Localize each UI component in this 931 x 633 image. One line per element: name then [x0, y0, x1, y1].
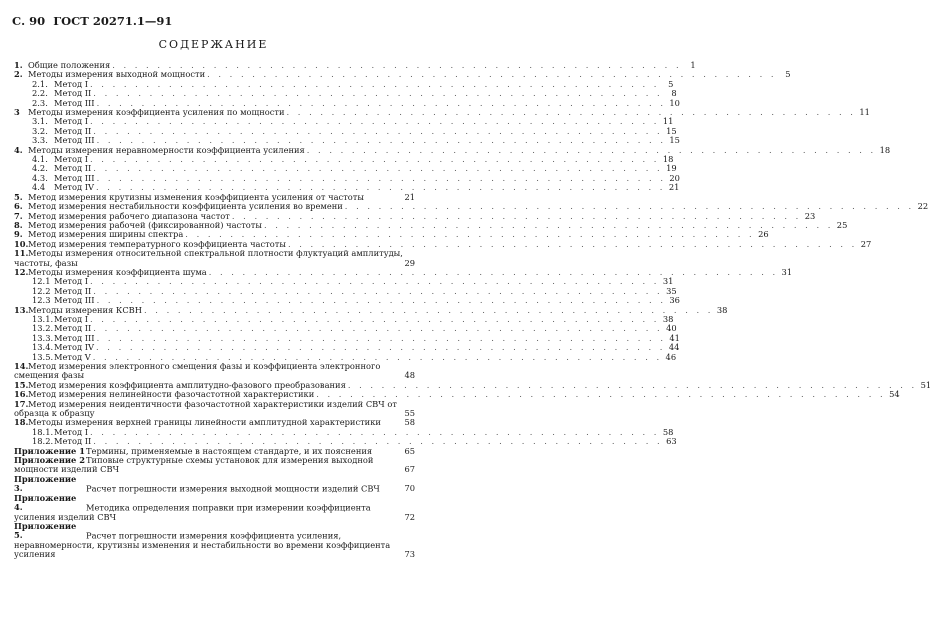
- toc-entry-page: 51: [920, 379, 931, 390]
- toc-entry-number: 13.1.: [32, 313, 54, 324]
- toc-entry-page: 44: [668, 342, 680, 353]
- toc-entry-page: 54: [889, 389, 900, 400]
- toc-entry-text: Метод II: [54, 88, 92, 99]
- toc-entry-text: Метод II: [54, 163, 92, 174]
- toc-entry-page: 70: [404, 483, 415, 494]
- standard-code: ГОСТ 20271.1—91: [53, 14, 173, 28]
- toc-entry-text: Метод измерения крутизны изменения коэффициента усиления от частоты: [28, 191, 364, 202]
- toc-entry-text: Метод II: [54, 436, 92, 447]
- toc-entry-text: Метод I: [54, 78, 89, 89]
- dot-leader: . . . . . . . . . . . . . . . . . . . . . . . . . . . . . . . . . . . . . . . . . . . . . . . . . . .: [287, 238, 858, 249]
- toc-entry-text: Метод I: [54, 116, 89, 127]
- toc-entry-number: 16.: [14, 389, 29, 400]
- dot-leader: . . . . . . . . . . . . . . . . . . . . . . . . . . . . . . . . . . . . . . . . . . . . . . . . . . .: [93, 125, 663, 136]
- toc-entry-number: 6.: [14, 201, 23, 212]
- dot-leader: . . . . . . . . . . . . . . . . . . . . . . . . . . . . . . . . . . . . . . . . . . . . . . . . . . .: [90, 154, 660, 165]
- toc-entry-page: 65: [404, 445, 415, 456]
- toc-entry-text: Методы измерения коэффициента усиления по мощности: [28, 107, 285, 118]
- toc-entry-text: Методы измерения коэффициента шума: [28, 266, 207, 277]
- toc-entry-page: 15: [666, 125, 677, 136]
- toc-entry-page: 5: [785, 69, 791, 80]
- dot-leader: . . . . . . . . . . . . . . . . . . . . . . . . . . . . . . . . . . . . . . . . . . . . . . . . . . .: [93, 436, 663, 447]
- toc-entry-text: Метод II: [54, 285, 92, 296]
- toc-entry-number: 2.3.: [32, 97, 48, 108]
- dot-leader: . . . . . . . . . . . . . . . . . . . . . . . . . . . . . . . . . . . . . . . . . . . . . . . . . . .: [96, 342, 666, 353]
- toc-entry-text: Метод III: [54, 332, 95, 343]
- toc-entry-page: 20: [669, 172, 680, 183]
- toc-entry-text: Метод I: [54, 313, 89, 324]
- dot-leader: . . . . . . . . . . . . . . . . . . . . . . . . . . . . . . . . . . . . . . . . . . . . . . . . . . .: [93, 285, 663, 296]
- dot-leader: . . . . . . . . . . . . . . . . . . . . . . . . . . . . . . . . . . . . . . . . . . . . . . . . . . .: [306, 144, 877, 155]
- toc-entry-page: 35: [666, 285, 677, 296]
- dot-leader: . . . . . . . . . . . . . . . . . . . . . . . . . . . . . . . . . . . . . . . . . . . . . . . . . . .: [207, 69, 777, 80]
- toc-entry-number: 5.: [14, 191, 23, 202]
- toc-entry-text: Метод измерения ширины спектра: [28, 229, 184, 240]
- toc-entry-page: 31: [781, 266, 793, 277]
- toc-entry-text: Метод измерения неидентичности фазочастотной характеристики изделий СВЧ от образца к образцу: [14, 398, 397, 419]
- toc-entry-number: Приложение 4.: [14, 492, 77, 513]
- toc-entry-number: Приложение 5.: [14, 520, 77, 541]
- dot-leader: . . . . . . . . . . . . . . . . . . . . . . . . . . . . . . . . . . . . . . . . . . . . . . . . . . .: [93, 88, 663, 99]
- toc-entry-number: 11.: [14, 248, 29, 259]
- toc-entry-text: Методы измерения верхней границы линейности амплитудной характеристики: [28, 417, 381, 428]
- toc-entry-page: 38: [716, 304, 728, 315]
- toc-entry-number: 8.: [14, 219, 23, 230]
- toc-entry-number: 13.5.: [32, 351, 54, 362]
- toc-entry-page: 31: [662, 276, 674, 287]
- toc-entry-text: Метод III: [54, 135, 95, 146]
- toc-entry-text: Метод I: [54, 276, 89, 287]
- toc-entry-text: Метод IV: [54, 182, 95, 193]
- toc-entry-text: Методика определения поправки при измерении коэффициента усиления изделий СВЧ: [14, 502, 371, 522]
- toc-entry: [14, 522, 415, 560]
- toc-entry-page: 21: [668, 182, 680, 193]
- page-title: СОДЕРЖАНИЕ: [158, 38, 269, 51]
- toc-entry-number: 18.1.: [32, 426, 54, 437]
- dot-leader: . . . . . . . . . . . . . . . . . . . . . . . . . . . . . . . . . . . . . . . . . . . . . . . . . . .: [96, 172, 666, 183]
- page-header: [12, 14, 172, 28]
- toc-entry-number: 9.: [14, 229, 23, 240]
- dot-leader: . . . . . . . . . . . . . . . . . . . . . . . . . . . . . . . . . . . . . . . . . . . . . . . . . . .: [96, 182, 666, 193]
- dot-leader: . . . . . . . . . . . . . . . . . . . . . . . . . . . . . . . . . . . . . . . . . . . . . . . . . . .: [344, 201, 915, 212]
- toc-entry: [14, 249, 415, 268]
- toc-entry-number: 18.: [14, 417, 29, 428]
- toc-entry-text: Методы измерения неравномерности коэффициента усиления: [28, 144, 305, 155]
- toc-entry-page: 63: [666, 436, 677, 447]
- toc-entry-page: 18: [662, 154, 674, 165]
- toc-entry-number: 3: [14, 107, 20, 118]
- dot-leader: . . . . . . . . . . . . . . . . . . . . . . . . . . . . . . . . . . . . . . . . . . . . . . . . . . .: [90, 276, 660, 287]
- toc-entry-page: 46: [665, 351, 677, 362]
- toc-entry-page: 58: [662, 426, 674, 437]
- toc-entry-number: 12.: [14, 266, 29, 277]
- toc-entry-text: Расчет погрешности измерения выходной мощности изделий СВЧ: [86, 483, 380, 494]
- toc-entry-page: 8: [671, 88, 677, 99]
- toc-entry-lead: [14, 249, 403, 268]
- dot-leader: . . . . . . . . . . . . . . . . . . . . . . . . . . . . . . . . . . . . . . . . . . . . . . . . . . .: [96, 97, 666, 108]
- toc-entry-lead: [14, 456, 403, 475]
- dot-leader: . . . . . . . . . . . . . . . . . . . . . . . . . . . . . . . . . . . . . . . . . . . . . . . . . . .: [112, 60, 682, 70]
- dot-leader: . . . . . . . . . . . . . . . . . . . . . . . . . . . . . . . . . . . . . . . . . . . . . . . . . . .: [316, 389, 886, 400]
- dot-leader: . . . . . . . . . . . . . . . . . . . . . . . . . . . . . . . . . . . . . . . . . . . . . . . . . . .: [90, 426, 660, 437]
- toc-entry-text: Метод II: [54, 323, 92, 334]
- toc-entry-number: 4.1.: [32, 154, 48, 165]
- toc-entry-text: Общие положения: [28, 60, 111, 70]
- dot-leader: . . . . . . . . . . . . . . . . . . . . . . . . . . . . . . . . . . . . . . . . . . . . . . . . . . .: [208, 266, 779, 277]
- toc-entry-page: 23: [804, 210, 816, 221]
- toc-entry-number: 10.: [14, 238, 29, 249]
- toc-entry-lead: [14, 494, 403, 522]
- toc-entry-number: 2.1.: [32, 78, 48, 89]
- toc-entry-number: 14.: [14, 361, 29, 371]
- toc-entry-text: Метод измерения рабочего диапазона частот: [28, 210, 230, 221]
- dot-leader: . . . . . . . . . . . . . . . . . . . . . . . . . . . . . . . . . . . . . . . . . . . . . . . . . . .: [90, 313, 660, 324]
- toc-entry-text: Метод измерения нелинейности фазочастотной характеристики: [28, 389, 315, 400]
- toc-entry-text: Методы измерения КСВН: [28, 304, 143, 315]
- toc-entry-page: 1: [690, 60, 696, 70]
- dot-leader: . . . . . . . . . . . . . . . . . . . . . . . . . . . . . . . . . . . . . . . . . . . . . . . . . . .: [96, 135, 666, 146]
- toc-entry-page: 22: [917, 201, 929, 212]
- toc-entry-page: 19: [666, 163, 677, 174]
- toc-entry-text: Метод IV: [54, 342, 95, 353]
- toc-entry-number: 3.3.: [32, 135, 48, 146]
- toc-entry-text: Метод II: [54, 125, 92, 136]
- toc-entry-number: 4.4: [32, 182, 46, 193]
- toc-entry-text: Типовые структурные схемы установок для измерения выходной мощности изделий СВЧ: [14, 455, 374, 475]
- toc-entry-page: 40: [666, 323, 677, 334]
- dot-leader: . . . . . . . . . . . . . . . . . . . . . . . . . . . . . . . . . . . . . . . . . . . . . . . . . . .: [144, 304, 714, 315]
- toc-entry-text: Метод измерения нестабильности коэффициента усиления во времени: [28, 201, 343, 212]
- toc-entry-page: 10: [669, 97, 680, 108]
- toc-entry-lead: [14, 522, 403, 560]
- toc-entry: [14, 475, 415, 494]
- dot-leader: . . . . . . . . . . . . . . . . . . . . . . . . . . . . . . . . . . . . . . . . . . . . . . . . . . .: [263, 219, 834, 230]
- toc-entry-text: Метод измерения рабочей (фиксированной) частоты: [28, 219, 262, 230]
- toc-entry-page: 11: [859, 107, 870, 118]
- toc-entry-page: 25: [836, 219, 848, 230]
- toc-entry-page: 48: [404, 370, 415, 381]
- toc-entry-number: 12.2: [32, 285, 51, 296]
- toc-entry-number: 4.: [14, 144, 23, 155]
- dot-leader: . . . . . . . . . . . . . . . . . . . . . . . . . . . . . . . . . . . . . . . . . . . . . . . . . . .: [90, 78, 660, 89]
- dot-leader: . . . . . . . . . . . . . . . . . . . . . . . . . . . . . . . . . . . . . . . . . . . . . . . . . . .: [347, 379, 918, 390]
- dot-leader: . . . . . . . . . . . . . . . . . . . . . . . . . . . . . . . . . . . . . . . . . . . . . . . . . . .: [96, 295, 666, 306]
- toc-entry-page: 18: [879, 144, 891, 155]
- page-number: С. 90: [12, 14, 46, 28]
- toc-entry-lead: [14, 400, 403, 419]
- toc-entry-page: 11: [662, 116, 674, 127]
- toc-entry: [14, 494, 415, 522]
- table-of-contents: [14, 60, 931, 560]
- toc-entry-number: 3.2.: [32, 125, 48, 136]
- toc-entry-number: Приложение 3.: [14, 473, 77, 494]
- toc-entry-page: 21: [404, 191, 415, 202]
- toc-entry-number: Приложение 2: [14, 455, 85, 466]
- toc-entry-number: 17.: [14, 398, 29, 409]
- toc-entry-page: 58: [404, 417, 415, 428]
- toc-entry-number: 12.1: [32, 276, 51, 287]
- toc-entry-text: Метод III: [54, 97, 95, 108]
- toc-entry-text: Метод измерения электронного смещения фазы и коэффициента электронного смещения фазы: [14, 361, 381, 381]
- toc-entry-number: 2.: [14, 69, 23, 80]
- toc-entry-number: 13.2.: [32, 323, 54, 334]
- toc-entry-number: 4.2.: [32, 163, 48, 174]
- toc-entry-number: 13.3.: [32, 332, 54, 343]
- toc-entry-number: 12.3: [32, 295, 51, 306]
- toc-entry-number: 15.: [14, 379, 29, 390]
- toc-entry-number: 1.: [14, 60, 23, 70]
- toc-entry-text: Метод V: [54, 351, 91, 362]
- toc-entry-page: 73: [404, 549, 415, 560]
- toc-entry-text: Методы измерения выходной мощности: [28, 69, 206, 80]
- toc-entry-page: 5: [668, 78, 674, 89]
- toc-entry-number: 4.3.: [32, 172, 48, 183]
- toc-entry: [14, 456, 415, 475]
- dot-leader: . . . . . . . . . . . . . . . . . . . . . . . . . . . . . . . . . . . . . . . . . . . . . . . . . . .: [93, 323, 663, 334]
- toc-entry-page: 38: [662, 313, 674, 324]
- toc-entry-page: 15: [669, 135, 680, 146]
- toc-entry-lead: [14, 475, 403, 494]
- dot-leader: . . . . . . . . . . . . . . . . . . . . . . . . . . . . . . . . . . . . . . . . . . . . . . . . . . .: [90, 116, 660, 127]
- toc-entry-number: 7.: [14, 210, 23, 221]
- dot-leader: . . . . . . . . . . . . . . . . . . . . . . . . . . . . . . . . . . . . . . . . . . . . . . . . . . .: [286, 107, 856, 118]
- toc-entry: [14, 362, 415, 381]
- toc-entry-text: Метод измерения температурного коэффициента частоты: [28, 238, 286, 249]
- dot-leader: . . . . . . . . . . . . . . . . . . . . . . . . . . . . . . . . . . . . . . . . . . . . . . . . . . .: [231, 210, 802, 221]
- toc-entry-text: Методы измерения относительной спектральной плотности флуктуаций амплитуды, частоты, фазы: [14, 248, 403, 268]
- toc-entry-page: 27: [860, 238, 872, 249]
- toc-entry-number: 3.1.: [32, 116, 48, 127]
- toc-entry-page: 29: [404, 257, 415, 268]
- dot-leader: . . . . . . . . . . . . . . . . . . . . . . . . . . . . . . . . . . . . . . . . . . . . . . . . . . .: [96, 332, 666, 343]
- toc-entry-page: 36: [669, 295, 680, 306]
- dot-leader: . . . . . . . . . . . . . . . . . . . . . . . . . . . . . . . . . . . . . . . . . . . . . . . . . . .: [185, 229, 755, 240]
- toc-entry-page: 72: [404, 511, 415, 522]
- toc-entry-text: Термины, применяемые в настоящем стандарте, и их пояснения: [86, 445, 373, 456]
- toc-entry-page: 55: [404, 408, 415, 419]
- dot-leader: . . . . . . . . . . . . . . . . . . . . . . . . . . . . . . . . . . . . . . . . . . . . . . . . . . .: [93, 163, 663, 174]
- toc-entry-text: Расчет погрешности измерения коэффициента усиления, неравномерности, крутизны изменения и нестабильности во времени коэффициента усиления: [14, 530, 391, 560]
- toc-entry-number: 13.4.: [32, 342, 54, 353]
- toc-entry-lead: [14, 362, 403, 381]
- toc-entry-text: Метод измерения коэффициента амплитудно-фазового преобразования: [28, 379, 346, 390]
- toc-entry-number: 13.: [14, 304, 29, 315]
- toc-entry-text: Метод III: [54, 295, 95, 306]
- toc-entry-text: Метод I: [54, 426, 89, 437]
- toc-entry: [14, 400, 415, 419]
- toc-entry-text: Метод I: [54, 154, 89, 165]
- toc-entry-number: 18.2.: [32, 436, 54, 447]
- toc-entry-text: Метод III: [54, 172, 95, 183]
- dot-leader: . . . . . . . . . . . . . . . . . . . . . . . . . . . . . . . . . . . . . . . . . . . . . . . . . . .: [92, 351, 663, 362]
- toc-entry-number: 2.2.: [32, 88, 48, 99]
- toc-entry-page: 26: [758, 229, 769, 240]
- toc-entry-number: Приложение 1: [14, 445, 85, 456]
- toc-entry-page: 67: [404, 464, 415, 475]
- toc-entry-page: 41: [669, 332, 680, 343]
